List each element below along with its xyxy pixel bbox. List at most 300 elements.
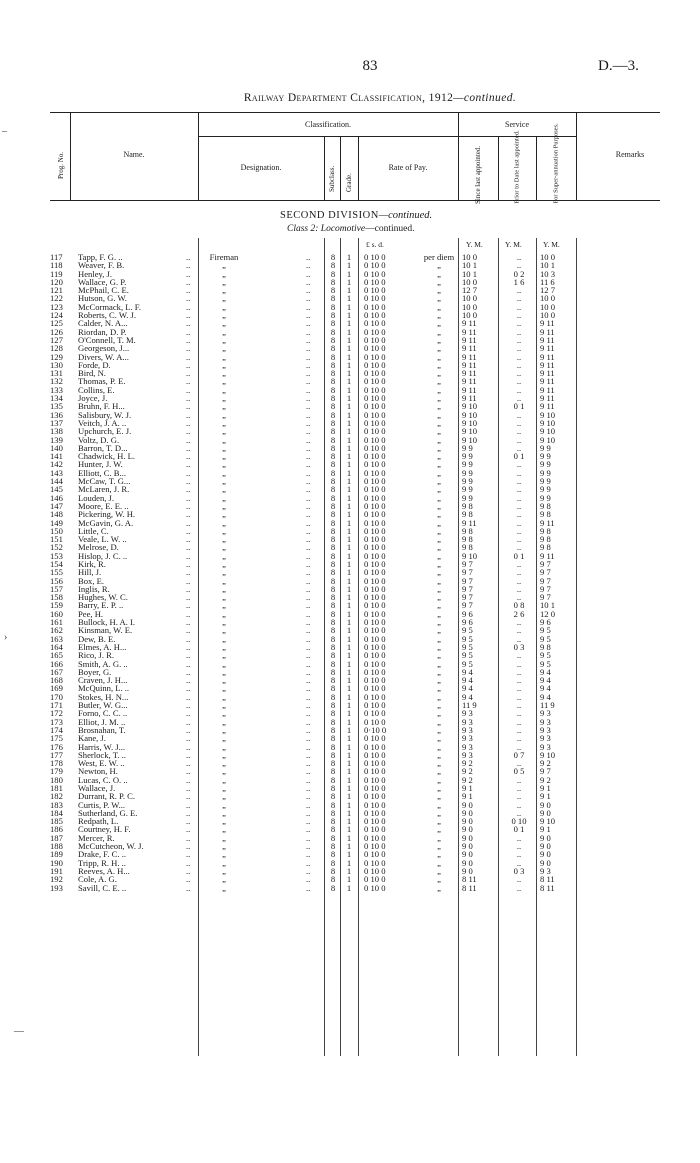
rate-unit: „ [437, 276, 441, 287]
prog-no: 158 [50, 592, 63, 603]
subclass: 8 [330, 849, 336, 860]
service-since-last: 9 8 [462, 534, 473, 545]
service-superannuation: 9 10 [540, 409, 556, 420]
prog-no: 153 [50, 550, 63, 561]
designation: „ [222, 509, 226, 520]
service-prior: .. [516, 426, 522, 437]
leader-dots: .. [306, 708, 311, 719]
subclass: 8 [330, 442, 336, 453]
employee-name: Mercer, R. [78, 832, 115, 843]
grade: 1 [346, 334, 352, 345]
leader-dots: .. [186, 874, 191, 885]
service-since-last: 9 7 [462, 583, 473, 594]
service-since-last: 9 10 [462, 417, 478, 428]
rate-unit: „ [437, 434, 441, 445]
service-superannuation: 9 8 [540, 542, 551, 553]
rate-unit: per diem [423, 252, 455, 262]
service-prior: 0 7 [513, 749, 525, 760]
prog-no: 130 [50, 359, 63, 370]
designation: „ [222, 733, 226, 744]
service-prior: .. [516, 500, 522, 511]
employee-name: Georgeson, J... [78, 343, 130, 354]
prog-no: 128 [50, 343, 63, 354]
rate-of-pay: 0 10 0 [364, 417, 386, 428]
service-superannuation: 9 10 [540, 426, 556, 437]
subclass: 8 [330, 376, 336, 387]
rate-unit: „ [437, 617, 441, 628]
leader-dots: .. [186, 459, 191, 470]
service-prior: .. [516, 849, 522, 860]
employee-name: Veitch, J. A. .. [78, 417, 127, 428]
designation: „ [222, 749, 226, 760]
service-since-last: 9 10 [462, 426, 478, 437]
service-superannuation: 8 11 [540, 882, 555, 893]
rate-of-pay: 0 10 0 [364, 492, 386, 503]
prog-no: 166 [50, 658, 63, 669]
subclass: 8 [330, 625, 336, 636]
service-since-last: 9 8 [462, 500, 473, 511]
leader-dots: .. [186, 641, 191, 652]
employee-name: Roberts, C. W. J. [78, 310, 137, 321]
rate-unit: „ [437, 824, 441, 835]
designation: „ [222, 318, 226, 329]
leader-dots: .. [306, 608, 311, 619]
rate-of-pay: 0 10 0 [364, 376, 386, 387]
designation: „ [222, 633, 226, 644]
service-prior: .. [516, 658, 522, 669]
grade: 1 [346, 849, 352, 860]
employee-name: Bullock, H. A. I. [78, 617, 136, 628]
service-since-last: 10 0 [462, 293, 478, 304]
service-superannuation: 9 11 [540, 368, 555, 379]
designation: „ [222, 550, 226, 561]
service-superannuation: 9 7 [540, 592, 551, 603]
prog-no: 182 [50, 791, 63, 802]
service-superannuation: 9 0 [540, 807, 551, 818]
rate-of-pay: 0 10 0 [364, 467, 386, 478]
service-prior: .. [516, 476, 522, 487]
subclass: 8 [330, 268, 336, 279]
service-since-last: 9 0 [462, 841, 473, 852]
leader-dots: .. [186, 285, 191, 296]
rate-unit: „ [437, 409, 441, 420]
leader-dots: .. [306, 749, 311, 760]
leader-dots: .. [186, 766, 191, 777]
employee-name: O'Connell, T. M. [78, 334, 136, 345]
division-suffix: —continued. [378, 210, 433, 221]
service-since-last: 9 9 [462, 492, 473, 503]
subclass: 8 [330, 741, 336, 752]
subclass: 8 [330, 733, 336, 744]
employee-name: Reeves, A. H... [78, 865, 130, 876]
service-superannuation: 9 0 [540, 799, 551, 810]
leader-dots: .. [306, 285, 311, 296]
prog-no: 176 [50, 741, 63, 752]
grade: 1 [346, 351, 352, 362]
service-since-last: 9 0 [462, 807, 473, 818]
service-since-last: 9 8 [462, 542, 473, 553]
rate-unit: „ [437, 882, 441, 893]
rate-unit: „ [437, 608, 441, 619]
rate-unit: „ [437, 849, 441, 860]
prog-no: 140 [50, 442, 63, 453]
prog-no: 165 [50, 650, 63, 661]
rate-of-pay: 0 10 0 [364, 301, 386, 312]
prog-no: 139 [50, 434, 63, 445]
prog-no: 173 [50, 716, 63, 727]
service-since-last: 8 11 [462, 882, 477, 893]
designation: „ [222, 774, 226, 785]
subclass: 8 [330, 865, 336, 876]
leader-dots: .. [306, 683, 311, 694]
header-divider [498, 136, 499, 200]
employee-name: Dew, B. E. [78, 633, 116, 644]
service-prior: .. [516, 351, 522, 362]
prog-no: 147 [50, 500, 63, 511]
prog-no: 136 [50, 409, 63, 420]
rate-unit: „ [437, 857, 441, 868]
service-superannuation: 9 8 [540, 500, 551, 511]
employee-name: Harris, W. J... [78, 741, 126, 752]
designation: „ [222, 409, 226, 420]
rate-of-pay: 0 10 0 [364, 774, 386, 785]
designation: „ [222, 758, 226, 769]
prog-no: 185 [50, 816, 63, 827]
leader-dots: .. [186, 542, 191, 553]
designation: „ [222, 691, 226, 702]
subclass: 8 [330, 766, 336, 777]
grade: 1 [346, 758, 352, 769]
designation: „ [222, 492, 226, 503]
grade: 1 [346, 318, 352, 329]
designation: „ [222, 700, 226, 711]
subclass: 8 [330, 691, 336, 702]
employee-name: West, E. W. .. [78, 758, 125, 769]
leader-dots: .. [186, 816, 191, 827]
service-since-last: 9 11 [462, 359, 477, 370]
employee-name: Calder, N. A... [78, 318, 128, 329]
rate-of-pay: 0 10 0 [364, 550, 386, 561]
prog-no: 175 [50, 733, 63, 744]
service-superannuation: 11 9 [540, 700, 555, 711]
leader-dots: .. [306, 675, 311, 686]
service-superannuation: 9 11 [540, 517, 555, 528]
grade: 1 [346, 807, 352, 818]
leader-dots: .. [306, 733, 311, 744]
designation: „ [222, 334, 226, 345]
rate-of-pay: 0 10 0 [364, 558, 386, 569]
designation: „ [222, 625, 226, 636]
designation: „ [222, 882, 226, 893]
service-prior: .. [516, 417, 522, 428]
designation: „ [222, 592, 226, 603]
service-prior: .. [516, 368, 522, 379]
rate-of-pay: 0 10 0 [364, 534, 386, 545]
rate-of-pay: 0 10 0 [364, 857, 386, 868]
rate-of-pay: 0 10 0 [364, 326, 386, 337]
service-prior: .. [516, 343, 522, 354]
prog-no: 123 [50, 301, 63, 312]
service-prior: .. [516, 434, 522, 445]
rate-of-pay: 0 10 0 [364, 749, 386, 760]
designation: „ [222, 285, 226, 296]
rate-of-pay: 0 10 0 [364, 500, 386, 511]
grade: 1 [346, 824, 352, 835]
subclass: 8 [330, 285, 336, 296]
rate-of-pay: 0 10 0 [364, 708, 386, 719]
rate-of-pay: 0 10 0 [364, 434, 386, 445]
service-since-last: 9 10 [462, 550, 478, 561]
subclass: 8 [330, 600, 336, 611]
rate-unit: „ [437, 467, 441, 478]
margin-mark: – [2, 126, 7, 137]
service-prior: .. [516, 484, 522, 495]
header-rule-top [50, 112, 660, 113]
grade: 1 [346, 741, 352, 752]
subclass: 8 [330, 459, 336, 470]
rate-unit: „ [437, 426, 441, 437]
margin-mark: › [4, 632, 8, 643]
designation: „ [222, 351, 226, 362]
leader-dots: .. [186, 849, 191, 860]
employee-name: McQuinn, L. .. [78, 683, 130, 694]
grade: 1 [346, 857, 352, 868]
rate-of-pay: 0 10 0 [364, 625, 386, 636]
prog-no: 142 [50, 459, 63, 470]
leader-dots: .. [186, 252, 191, 262]
prog-no: 124 [50, 310, 63, 321]
subclass: 8 [330, 451, 336, 462]
rate-unit: „ [437, 874, 441, 885]
prog-no: 152 [50, 542, 63, 553]
prog-no: 186 [50, 824, 63, 835]
service-since-last: 9 5 [462, 641, 473, 652]
rate-unit: „ [437, 716, 441, 727]
service-since-last: 9 9 [462, 442, 473, 453]
service-prior: .. [516, 683, 522, 694]
employee-name: Sherlock, T. .. [78, 749, 126, 760]
leader-dots: .. [186, 476, 191, 487]
service-prior: 0 10 [511, 816, 527, 827]
prog-no: 193 [50, 882, 63, 893]
rate-unit: „ [437, 368, 441, 379]
service-prior: .. [516, 741, 522, 752]
table-body [0, 253, 700, 892]
service-prior: .. [516, 791, 522, 802]
subclass: 8 [330, 550, 336, 561]
service-since-last: 9 11 [462, 326, 477, 337]
designation: „ [222, 268, 226, 279]
designation: „ [222, 766, 226, 777]
prior-units: Y. M. [505, 240, 522, 249]
service-superannuation: 9 3 [540, 716, 551, 727]
service-prior: .. [516, 783, 522, 793]
service-since-last: 9 0 [462, 849, 473, 860]
subclass: 8 [330, 758, 336, 769]
prog-no: 168 [50, 675, 63, 686]
service-prior: .. [516, 841, 522, 852]
leader-dots: .. [186, 434, 191, 445]
service-superannuation: 9 11 [540, 326, 555, 337]
leader-dots: .. [186, 384, 191, 395]
subclass: 8 [330, 824, 336, 835]
leader-dots: .. [306, 434, 311, 445]
subclass: 8 [330, 293, 336, 304]
service-prior: .. [516, 575, 522, 586]
service-prior: 0 1 [513, 401, 525, 412]
prog-no: 126 [50, 326, 63, 337]
prog-no: 178 [50, 758, 63, 769]
leader-dots: .. [306, 700, 311, 711]
rate-unit: „ [437, 550, 441, 561]
rate-of-pay: 0 10 0 [364, 766, 386, 777]
service-superannuation: 12 7 [540, 285, 556, 296]
rate-unit: „ [437, 766, 441, 777]
designation: „ [222, 683, 226, 694]
leader-dots: .. [306, 600, 311, 611]
employee-name: Hutson, G. W. [78, 293, 127, 304]
service-since-last: 9 8 [462, 509, 473, 520]
grade: 1 [346, 509, 352, 520]
rate-of-pay: 0 10 0 [364, 733, 386, 744]
service-since-last: 9 4 [462, 683, 473, 694]
service-prior: .. [516, 318, 522, 329]
grade: 1 [346, 724, 352, 735]
rate-of-pay: 0 10 0 [364, 799, 386, 810]
service-since-last: 9 1 [462, 791, 473, 802]
leader-dots: .. [306, 451, 311, 462]
service-since-last: 9 11 [462, 376, 477, 387]
grade: 1 [346, 426, 352, 437]
subclass: 8 [330, 592, 336, 603]
service-prior: .. [516, 326, 522, 337]
leader-dots: .. [186, 359, 191, 370]
header-grade: Grade. [345, 173, 353, 192]
leader-dots: .. [186, 774, 191, 785]
class-name: Locomotive [320, 224, 366, 234]
designation: „ [222, 650, 226, 661]
leader-dots: .. [186, 600, 191, 611]
rate-unit: „ [437, 807, 441, 818]
subclass: 8 [330, 409, 336, 420]
service-since-last: 9 11 [462, 334, 477, 345]
service-since-last: 9 11 [462, 343, 477, 354]
leader-dots: .. [186, 534, 191, 545]
leader-dots: .. [306, 409, 311, 420]
service-prior: .. [516, 807, 522, 818]
service-superannuation: 8 11 [540, 874, 555, 885]
employee-name: Voltz, D. G. [78, 434, 120, 445]
designation: „ [222, 451, 226, 462]
service-since-last: 9 11 [462, 351, 477, 362]
prog-no: 177 [50, 749, 63, 760]
subclass: 8 [330, 558, 336, 569]
service-prior: 0 1 [513, 451, 525, 462]
leader-dots: .. [186, 700, 191, 711]
designation: „ [222, 534, 226, 545]
prog-no: 151 [50, 534, 63, 545]
service-since-last: 9 0 [462, 832, 473, 843]
service-since-last: 9 5 [462, 633, 473, 644]
service-prior: .. [516, 617, 522, 628]
employee-name: McPhail, C. E. [78, 285, 129, 296]
rate-of-pay: 0 10 0 [364, 384, 386, 395]
service-since-last: 9 10 [462, 434, 478, 445]
service-superannuation: 9 1 [540, 824, 551, 835]
service-since-last: 9 5 [462, 658, 473, 669]
rate-of-pay: 0 10 0 [364, 683, 386, 694]
leader-dots: .. [306, 625, 311, 636]
rate-unit: „ [437, 334, 441, 345]
service-superannuation: 10 0 [540, 252, 556, 262]
service-since-last: 10 0 [462, 310, 478, 321]
service-superannuation: 9 10 [540, 434, 556, 445]
grade: 1 [346, 716, 352, 727]
service-since-last: 12 7 [462, 285, 478, 296]
leader-dots: .. [306, 326, 311, 337]
leader-dots: .. [306, 417, 311, 428]
subclass: 8 [330, 343, 336, 354]
grade: 1 [346, 401, 352, 412]
service-prior: .. [516, 874, 522, 885]
prog-no: 150 [50, 525, 63, 536]
service-since-last: 9 3 [462, 716, 473, 727]
service-since-last: 9 3 [462, 733, 473, 744]
service-prior: .. [516, 301, 522, 312]
header-designation: Designation. [240, 163, 282, 172]
leader-dots: .. [186, 583, 191, 594]
designation: „ [222, 525, 226, 536]
employee-name: Chadwick, H. L. [78, 451, 136, 462]
leader-dots: .. [306, 882, 311, 893]
service-superannuation: 10 0 [540, 293, 556, 304]
grade: 1 [346, 525, 352, 536]
employee-name: Brosnahan, T. [78, 724, 126, 735]
rate-unit: „ [437, 459, 441, 470]
header-service: Service [505, 120, 529, 129]
subclass: 8 [330, 417, 336, 428]
subclass: 8 [330, 393, 336, 404]
service-prior: .. [516, 558, 522, 569]
class-prefix: Class 2: [287, 224, 321, 234]
employee-name: McCutcheon, W. J. [78, 841, 144, 852]
subclass: 8 [330, 575, 336, 586]
service-superannuation: 9 11 [540, 343, 555, 354]
employee-name: Wallace, J. [78, 783, 116, 793]
leader-dots: .. [306, 575, 311, 586]
header-rule-bottom [50, 200, 660, 201]
leader-dots: .. [186, 276, 191, 287]
rate-unit: „ [437, 442, 441, 453]
leader-dots: .. [306, 351, 311, 362]
employee-name: Moore, E. E. .. [78, 500, 129, 511]
leader-dots: .. [186, 758, 191, 769]
leader-dots: .. [186, 509, 191, 520]
grade: 1 [346, 343, 352, 354]
designation: „ [222, 293, 226, 304]
leader-dots: .. [306, 509, 311, 520]
service-prior: .. [516, 716, 522, 727]
service-prior: 0 1 [513, 824, 525, 835]
service-superannuation: 9 9 [540, 484, 551, 495]
prog-no: 192 [50, 874, 63, 885]
rate-unit: „ [437, 542, 441, 553]
service-superannuation: 9 11 [540, 393, 555, 404]
rate-of-pay: 0 10 0 [364, 276, 386, 287]
designation: „ [222, 583, 226, 594]
service-since-last: 9 6 [462, 608, 473, 619]
rate-unit: „ [437, 816, 441, 827]
